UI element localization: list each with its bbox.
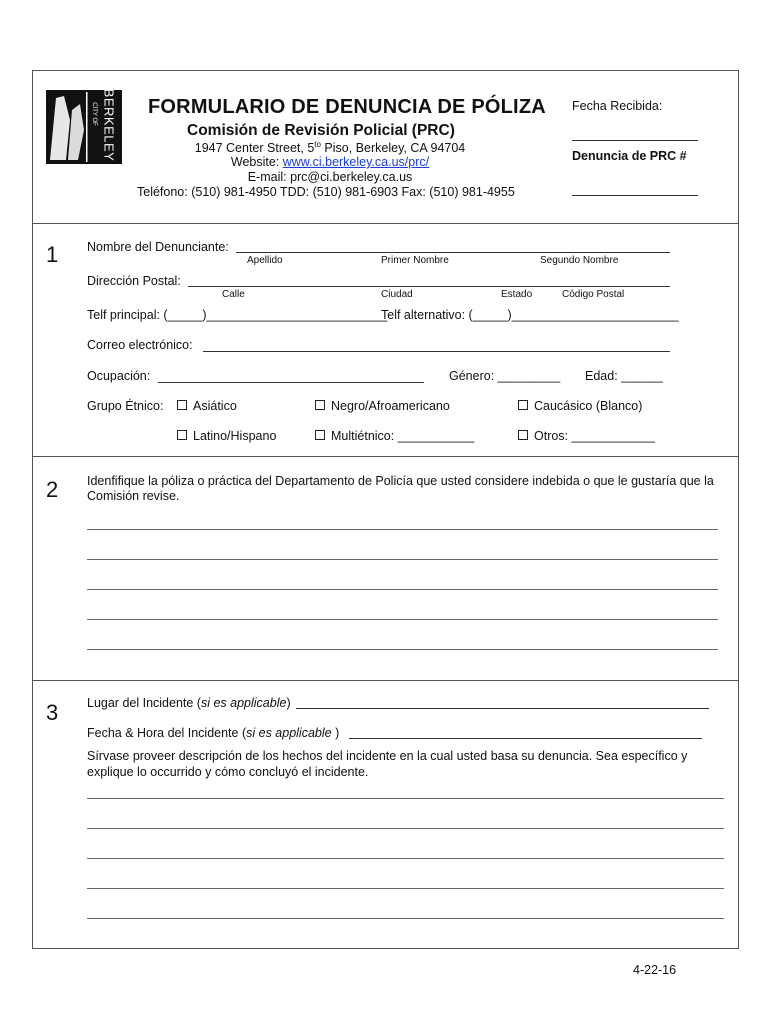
correo-label: Correo electrónico:: [87, 338, 193, 352]
website: Website: www.ci.berkeley.ca.us/prc/: [230, 155, 430, 169]
section3-answer-line[interactable]: [87, 858, 724, 859]
address: 1947 Center Street, $5^{to}$ Piso, Berkeley, CA 94704: [194, 140, 466, 156]
fecha-recibida-field[interactable]: [572, 140, 698, 141]
section3-answer-line[interactable]: [87, 798, 724, 799]
checkbox-icon[interactable]: [177, 430, 187, 440]
option-asiatico[interactable]: Asiático: [177, 399, 237, 413]
section2-answer-line[interactable]: [87, 559, 718, 560]
denuncia-prc-field[interactable]: [572, 195, 698, 196]
section1-number: 1: [46, 242, 59, 267]
direccion-label: Dirección Postal:: [87, 274, 181, 288]
form-version: 4-22-16: [633, 963, 677, 977]
option-otros[interactable]: Otros: ____________: [518, 429, 655, 443]
estado-caption: Estado: [501, 289, 533, 300]
checkbox-icon[interactable]: [315, 400, 325, 410]
telf-alternativo-field[interactable]: Telf alternativo: (_____)________________________: [381, 308, 679, 322]
section3-answer-line[interactable]: [87, 888, 724, 889]
option-negro[interactable]: Negro/Afroamericano: [315, 399, 450, 413]
genero-field[interactable]: Género: _________: [449, 369, 561, 383]
email-line: E-mail: prc@ci.berkeley.ca.us: [247, 170, 413, 184]
option-latino[interactable]: Latino/Hispano: [177, 429, 276, 443]
section3-answer-line[interactable]: [87, 918, 724, 919]
section2-number: 2: [46, 477, 59, 502]
checkbox-icon[interactable]: [315, 430, 325, 440]
descripcion-line2: explique lo occurrido y cómo concluyó el incidente.: [87, 765, 369, 779]
nombre-field[interactable]: [236, 252, 670, 253]
descripcion-line1: Sírvase proveer descripción de los hechos del incidente en la cual usted basa su denuncia. Sea específico y: [87, 749, 688, 763]
lugar-field[interactable]: [296, 708, 709, 709]
header-divider: [32, 223, 739, 224]
section2-prompt-line1: Idenfifique la póliza o práctica del Departamento de Policía que usted considere indebida o que le gustaría que la: [87, 474, 714, 488]
section2-prompt-line2: Comisión revise.: [87, 489, 180, 503]
denuncia-prc-label: Denuncia de PRC #: [572, 149, 687, 163]
checkbox-icon[interactable]: [518, 400, 528, 410]
form-title: FORMULARIO DE DENUNCIA DE PÓLIZA: [148, 96, 546, 118]
nombre-label: Nombre del Denunciante:: [87, 240, 229, 254]
direccion-field[interactable]: [188, 286, 670, 287]
phone-line: Teléfono: (510) 981-4950 TDD: (510) 981-6903 Fax: (510) 981-4955: [137, 185, 515, 199]
lugar-label: Lugar del Incidente (si es applicable): [87, 696, 291, 710]
ocupacion-label: Ocupación:: [87, 369, 151, 383]
telf-principal-field[interactable]: Telf principal: (_____)__________________________: [87, 308, 388, 322]
checkbox-icon[interactable]: [518, 430, 528, 440]
calle-caption: Calle: [222, 289, 245, 300]
checkbox-icon[interactable]: [177, 400, 187, 410]
section2-answer-line[interactable]: [87, 589, 718, 590]
codigo-postal-caption: Código Postal: [562, 289, 625, 300]
section3-number: 3: [46, 700, 59, 725]
section2-answer-line[interactable]: [87, 529, 718, 530]
correo-field[interactable]: [203, 351, 670, 352]
segundo-nombre-caption: Segundo Nombre: [540, 255, 619, 266]
section3-answer-line[interactable]: [87, 828, 724, 829]
section2-answer-line[interactable]: [87, 619, 718, 620]
option-caucasico[interactable]: Caucásico (Blanco): [518, 399, 642, 413]
fecha-hora-label: Fecha & Hora del Incidente (si es applicable ): [87, 726, 340, 740]
apellido-caption: Apellido: [247, 255, 283, 266]
option-multietnico[interactable]: Multiétnico: ___________: [315, 429, 474, 443]
grupo-etnico-label: Grupo Étnico:: [87, 399, 164, 413]
form-frame: [32, 70, 739, 949]
ocupacion-field[interactable]: [158, 382, 424, 383]
edad-field[interactable]: Edad: ______: [585, 369, 663, 383]
berkeley-logo: [46, 90, 122, 164]
ciudad-caption: Ciudad: [381, 289, 413, 300]
section2-divider: [32, 680, 739, 681]
fecha-recibida-label: Fecha Recibida:: [572, 99, 663, 113]
fecha-hora-field[interactable]: [349, 738, 702, 739]
section1-divider: [32, 456, 739, 457]
website-link[interactable]: www.ci.berkeley.ca.us/prc/: [282, 155, 430, 169]
section2-answer-line[interactable]: [87, 649, 718, 650]
form-subtitle: Comisión de Revisión Policial (PRC): [187, 122, 455, 139]
logo-small-text: CITY OF: [91, 102, 97, 126]
logo-wordmark: BERKELEY: [101, 88, 117, 162]
primer-nombre-caption: Primer Nombre: [381, 255, 449, 266]
